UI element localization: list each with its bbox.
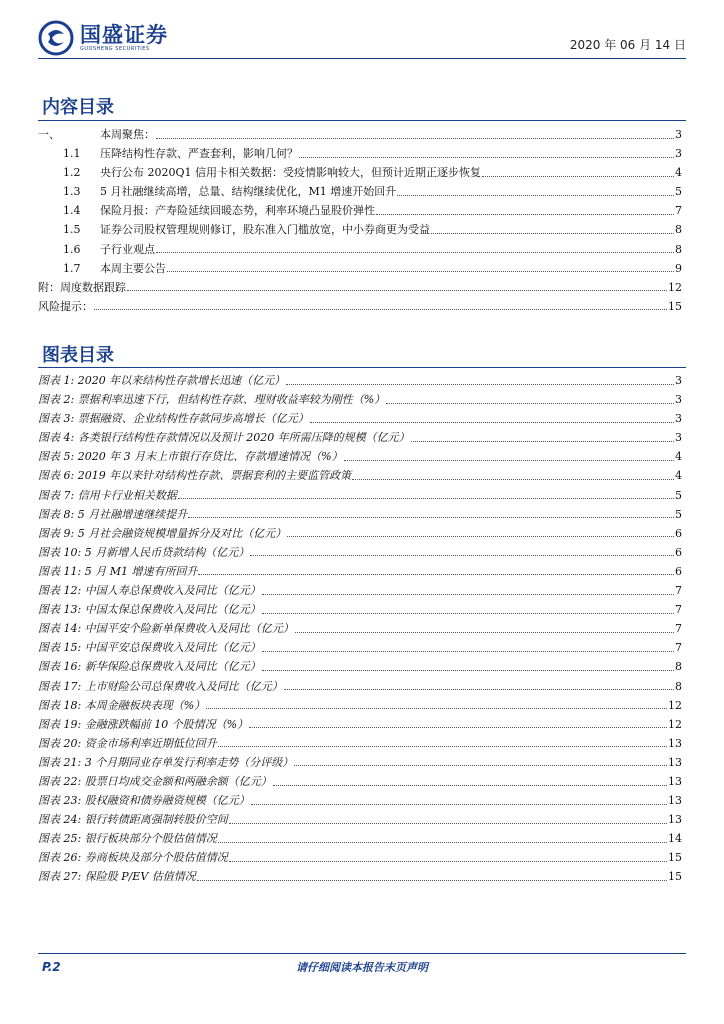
entry-page-number: 3 [675,374,682,387]
figure-entry[interactable] [38,791,682,810]
figure-entry[interactable] [38,600,682,619]
entry-page-number: 4 [675,469,682,483]
entry-title: 图表 9: 5 月社会融资规模增量拆分及对比（亿元） [38,526,287,540]
entry-title: 5 月社融继续高增，总量、结构继续优化，M1 增速开始回升 [100,185,397,199]
dot-leader [411,440,674,442]
dot-leader [251,803,667,805]
entry-page-number: 8 [675,679,682,693]
entry-title: 本周聚焦： [100,128,155,141]
entry-title: 图表 26: 券商板块及部分个股估值情况 [38,851,228,865]
entry-title: 图表 8: 5 月社融增速继续提升 [38,507,188,521]
dot-leader [249,726,667,728]
figure-entry[interactable] [38,734,682,753]
guosheng-logo-icon [38,20,74,56]
entry-page-number: 5 [675,488,682,502]
entry-title: 图表 23: 股权融资和债券融资规模（亿元） [38,794,250,808]
entry-title: 压降结构性存款、严查套利，影响几何？ [100,147,298,161]
dot-leader [167,270,674,272]
contents-entry[interactable] [38,144,682,163]
entry-page-number: 13 [668,794,682,808]
entry-page-number: 12 [668,280,682,294]
entry-page-number: 6 [675,526,682,540]
dot-leader [299,156,674,158]
entry-title: 图表 16: 新华保险总保费收入及同比（亿元） [38,660,261,674]
dot-leader [229,822,667,824]
entry-title: 图表 3: 票据融资、企业结构性存款同步高增长（亿元） [38,412,309,426]
contents-entry[interactable] [38,163,682,182]
entry-title: 图表 25: 银行板块部分个股估值情况 [38,832,217,846]
entry-title: 图表 21: 3 个月期同业存单发行利率走势（分评级） [38,755,294,769]
entry-title: 图表 22: 股票日均成交金额和两融余额（亿元） [38,774,272,788]
entry-page-number: 3 [675,393,682,407]
logo-chinese-name: 国盛证券 [80,22,168,47]
entry-number: 1.2 [63,166,81,180]
entry-page-number: 7 [675,584,682,598]
entry-number: 1.1 [63,147,81,161]
dot-leader [376,213,674,215]
entry-title: 图表 11: 5 月 M1 增速有所回升 [38,564,198,578]
figure-entry[interactable] [38,371,682,390]
report-date: 2020 年 06 月 14 日 [569,38,686,52]
dot-leader [344,459,674,461]
entry-page-number: 7 [675,641,682,655]
entry-title: 本周主要公告 [100,261,166,275]
dot-leader [218,745,667,747]
dot-leader [386,402,674,404]
entry-title: 子行业观点 [100,242,155,256]
entry-page-number: 6 [675,564,682,578]
dot-leader [431,232,674,234]
figure-entry[interactable] [38,810,682,829]
entry-page-number: 15 [668,299,682,313]
entry-title: 图表 5: 2020 年 3 月末上市银行存贷比、存款增速情况（%） [38,450,343,464]
dot-leader [178,497,674,499]
company-logo [38,20,168,56]
entry-page-number: 7 [675,622,682,636]
entry-page-number: 13 [668,736,682,750]
dot-leader [284,688,674,690]
entry-title: 图表 14: 中国平安个险新单保费收入及同比（亿元） [38,622,294,636]
entry-title: 图表 24: 银行转债距离强制转股价空间 [38,813,228,827]
dot-leader [156,251,674,253]
entry-page-number: 6 [675,545,682,559]
entry-number: 1.3 [63,185,81,199]
dot-leader [352,478,674,480]
entry-number: 1.5 [63,223,81,237]
dot-leader [397,194,674,196]
dot-leader [273,784,667,786]
dot-leader [287,535,674,537]
entry-title: 附：周度数据跟踪 [38,280,126,294]
entry-title: 图表 20: 资金市场利率近期低位回升 [38,736,217,750]
dot-leader [197,879,667,881]
figure-entry[interactable] [38,466,682,485]
entry-page-number: 4 [675,450,682,464]
entry-page-number: 9 [675,261,682,275]
dot-leader [188,516,674,518]
contents-list [38,125,682,316]
entry-page-number: 5 [675,507,682,521]
figure-entry[interactable] [38,390,682,409]
figure-entry[interactable] [38,638,682,657]
figure-entry[interactable] [38,677,682,696]
dot-leader [262,650,674,652]
entry-title: 图表 1: 2020 年以来结构性存款增长迅速（亿元） [38,374,286,387]
entry-title: 图表 17: 上市财险公司总保费收入及同比（亿元） [38,679,283,693]
entry-title: 保险月报：产寿险延续回暖态势，利率环境凸显股价弹性 [100,204,375,218]
entry-page-number: 13 [668,774,682,788]
figure-entry[interactable] [38,447,682,466]
figure-entry[interactable] [38,867,682,886]
entry-page-number: 13 [668,813,682,827]
dot-leader [262,593,674,595]
entry-page-number: 14 [668,832,682,846]
entry-page-number: 8 [675,242,682,256]
dot-leader [206,707,667,709]
figure-entry[interactable] [38,581,682,600]
contents-entry[interactable] [38,259,682,278]
entry-title: 央行公布 2020Q1 信用卡相关数据：受疫情影响较大，但预计近期正逐步恢复 [100,166,482,180]
entry-page-number: 15 [668,870,682,884]
figure-entry[interactable] [38,524,682,543]
entry-page-number: 5 [675,185,682,199]
entry-title: 图表 18: 本周金融板块表现（%） [38,698,206,712]
entry-page-number: 4 [675,166,682,180]
figure-entry[interactable] [38,772,682,791]
page-number: P.2 [42,960,61,974]
dot-leader [295,631,674,633]
dot-leader [198,573,674,575]
entry-page-number: 12 [668,698,682,712]
entry-title: 图表 2: 票据利率迅速下行，但结构性存款、理财收益率较为刚性（%） [38,393,386,407]
entry-title: 证券公司股权管理规则修订，股东准入门槛放宽，中小券商更为受益 [100,223,430,237]
entry-page-number: 12 [668,717,682,731]
disclaimer-note: 请仔细阅读本报告末页声明 [296,961,428,974]
contents-entry[interactable] [38,278,682,297]
figure-entry[interactable] [38,543,682,562]
entry-title: 图表 6: 2019 年以来针对结构性存款、票据套利的主要监管政策 [38,469,352,483]
logo-english-name: GUOSHENG SECURITIES [80,45,150,52]
entry-page-number: 3 [675,128,682,141]
entry-page-number: 7 [675,204,682,218]
entry-title: 图表 27: 保险股 P/EV 估值情况 [38,870,196,884]
contents-entry[interactable] [38,240,682,259]
entry-title: 图表 10: 5 月新增人民币贷款结构（亿元） [38,545,250,559]
entry-title: 图表 12: 中国人寿总保费收入及同比（亿元） [38,584,261,598]
contents-entry[interactable] [38,182,682,201]
dot-leader [262,669,674,671]
dot-leader [229,860,667,862]
page-header [38,14,686,59]
entry-number: 一、 [38,128,60,141]
entry-title: 图表 4: 各类银行结构性存款情况以及预计 2020 年所需压降的规模（亿元） [38,431,410,445]
figure-entry[interactable] [38,696,682,715]
figure-entry[interactable] [38,715,682,734]
entry-page-number: 8 [675,223,682,237]
page-footer [38,953,686,974]
entry-page-number: 7 [675,603,682,617]
entry-title: 图表 15: 中国平安总保费收入及同比（亿元） [38,641,261,655]
dot-leader [250,554,674,556]
contents-entry[interactable] [38,220,682,239]
entry-number: 1.7 [63,261,81,275]
entry-title: 图表 19: 金融涨跌幅前 10 个股情况（%） [38,717,249,731]
figure-entry[interactable] [38,753,682,772]
entry-title: 风险提示： [38,299,93,313]
figure-entry[interactable] [38,486,682,505]
contents-entry[interactable] [38,125,682,144]
dot-leader [482,175,674,177]
contents-entry[interactable] [38,201,682,220]
entry-page-number: 8 [675,660,682,674]
figures-title-rule [38,367,686,368]
figure-entry[interactable] [38,619,682,638]
figure-entry[interactable] [38,505,682,524]
contents-entry[interactable] [38,297,682,316]
figure-entry[interactable] [38,428,682,447]
contents-title: 内容目录 [42,97,114,118]
figure-entry[interactable] [38,829,682,848]
dot-leader [218,841,667,843]
figure-entry[interactable] [38,409,682,428]
entry-page-number: 15 [668,851,682,865]
entry-number: 1.4 [63,204,81,218]
figures-list [38,371,682,887]
figure-entry[interactable] [38,657,682,676]
entry-page-number: 3 [675,431,682,445]
dot-leader [310,421,674,423]
dot-leader [127,289,667,291]
figures-title: 图表目录 [42,345,114,366]
entry-page-number: 3 [675,147,682,161]
dot-leader [294,764,667,766]
dot-leader [156,137,674,139]
entry-title: 图表 13: 中国太保总保费收入及同比（亿元） [38,603,261,617]
entry-title: 图表 7: 信用卡行业相关数据 [38,488,177,502]
dot-leader [94,308,667,310]
entry-number: 1.6 [63,242,81,256]
figure-entry[interactable] [38,848,682,867]
dot-leader [286,383,674,385]
dot-leader [262,612,674,614]
figure-entry[interactable] [38,562,682,581]
contents-title-rule [38,120,686,121]
entry-page-number: 3 [675,412,682,426]
entry-page-number: 13 [668,755,682,769]
